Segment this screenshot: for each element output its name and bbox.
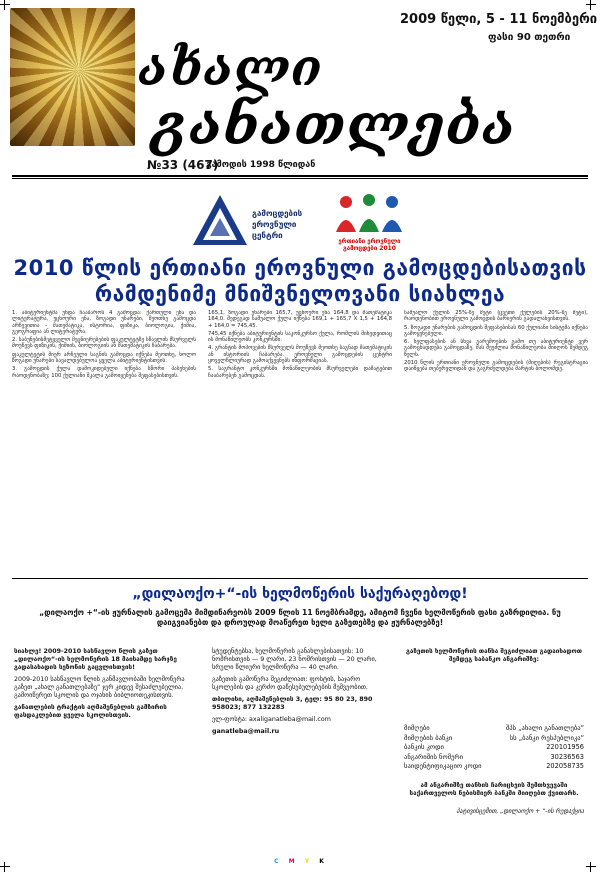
box-paragraph: გაზეთის გამოწერა შეგიძლიათ: ფოსტის, საჯარო სკოლების და კერძო დაწესებულებების მეშვეობით. <box>212 676 368 691</box>
bank-details <box>404 724 584 772</box>
box-address: თბილისი, აღმაშენებლის 3, ტელ: 95 80 23, 890 958023; 877 132283 <box>212 696 373 711</box>
crop-mark-top-right <box>586 0 596 10</box>
published-since: გამოდის 1998 წლიდან <box>206 160 316 170</box>
cmyk-k: K <box>319 858 326 865</box>
article-paragraph: 1. აბიტურიენტმა უნდა ჩააბაროს 4 გამოცდა: ქართული ენა და ლიტერატურა, უცხოური ენა, ზოგადი უნარები, მეოთხე გამოცდა არჩევითია - მათემატიკა, ისტორია, ფიზიკა, ბიოლოგია, ქიმია, გეოგრაფია ან ლიტერატურა. <box>12 310 196 335</box>
article-paragraph: 3. გამოცდის ქულა დამოკიდებული იქნება სწორი პასუხების რაოდენობაზე; 100 ქულიანი შკალა გამოიყენება შეფასებისთვის. <box>12 366 196 379</box>
article-column-3 <box>404 310 588 570</box>
bank-row: მიმღები შპს „ახალი განათლება“ <box>404 724 584 732</box>
bank-row: საიდენტიფიკაციო კოდი 202058735 <box>404 762 584 771</box>
article-column-2 <box>208 310 392 570</box>
article-paragraph: 5. საგრანტო კონკურსში მონაწილეობის მსურველები დამატებით ჩააბარებენ გამოცდას. <box>208 366 392 379</box>
naec-logo-icon <box>190 192 250 248</box>
exams-2010-logo-icon <box>332 192 406 238</box>
article-paragraph: 2. საბუნებისმეტყველო მეცნიერებების ფაკულტეტზე სწავლის მსურველს მოუწევს ფიზიკის, ქიმიის, ბიოლოგიის ან მათემატიკის ჩაბარება. <box>12 337 196 350</box>
article-paragraph: 745,45 იქნება აბიტურიენტის საკონკურსო ქულა, რომლის მიხედვითაც ის მონაწილეობს კონკურსში. <box>208 330 392 344</box>
cmyk-y: Y <box>304 858 312 865</box>
naec-logo-text: გამოცდების ეროვნული ცენტრი <box>252 209 303 240</box>
main-headline-line2: რამდენიმე მნიშვნელოვანი სიახლეა <box>94 282 506 306</box>
subscription-intro: „დილაოქო +“-ის ჟურნალის გამოცემა მიმდინარეობს 2009 წლის 11 ნოემბრამდე, ამიტომ ჩვენი ხელმოწერის ფასი გაზრდილია. ნუ დაიგვიანებთ და დროულად მოაწერეთ ხელი გაზეთებზე და ჟურნალებზე! <box>39 608 561 627</box>
section-divider <box>12 578 588 579</box>
box-email[interactable]: ელ-ფოსტა: axaliganatleba@mail.com <box>212 716 331 723</box>
masthead-title-line1: ახალი <box>138 38 323 97</box>
article-column-1 <box>12 310 196 570</box>
article-paragraph: 6. ხელფასების ან სხვა გარემოების გამო თუ აბიტურიენტი ვერ გამოცხადდება გამოცდაზე, მას შეუძლია მონაწილეობა მიიღოს შემდეგ წელს. <box>404 339 588 358</box>
bank-row: მიმღების ბანკი სს „ბანკი რესპუბლიკა“ <box>404 733 584 742</box>
masthead-title-line2: განათლება <box>152 92 517 158</box>
box-paragraph: სიახლე! 2009-2010 სასწავლო წლის გაზეთ „დილაოქო“-ის ხელმოწერის 18 მაისამდე ხარჯზე გადასახადის სეზონის გაცვლისთვის! <box>14 648 177 671</box>
masthead-gold-emblem <box>10 8 135 146</box>
issue-price: ფასი 90 თეთრი <box>488 32 571 43</box>
box-email-footer[interactable]: ganatleba@mail.ru <box>212 728 280 735</box>
article-paragraph: ფაკულტეტის მიერ არჩეული საგნის გამოცდა იქნება მეოთხე, ხოლო ზოგადი უნარები სავალდებულოა ყველა აბიტურიენტისთვის. <box>12 351 196 365</box>
bank-row: ანგარიშის ნომერი 30236563 <box>404 752 584 761</box>
exams-2010-caption: ერთიანი ეროვნული გამოცდები 2010 <box>338 238 401 252</box>
bank-footer-note: ამ ანგარიშზე თანხის ჩარიცხვის შემთხვევაში საქართველოს ნებისმიერ ბანკში მიიღებთ ქვითარს. <box>409 782 579 797</box>
article-paragraph: 4. გრანტის მოპოვების მსურველს მოუწევს მეოთხე საგნად მათემატიკის ან ისტორიის ჩაბარება. ეროვნული გამოცდების ცენტრი ყოველწლიურად გამოაქვეყნებს ინფორმაციას. <box>208 345 392 365</box>
bank-row: ბანკის კოდი 220101956 <box>404 743 584 752</box>
cmyk-m: M <box>288 858 297 865</box>
issue-date: 2009 წელი, 5 - 11 ნოემბერი <box>400 12 598 27</box>
article-paragraph: 5. ზოგადი უნარების გამოცდის შეფასებისას 60 ქულიანი სისტემა იქნება გამოყენებული. <box>404 324 588 337</box>
subscription-box-left <box>14 648 194 724</box>
cmyk-c: C <box>274 858 281 865</box>
box-paragraph: 2009-2010 სასწავლო წლის განმავლობაში ხელმოწერა გაზეთ „ახალ განათლებაზე“ ჯერ კიდევ შესაძლებელია. გამოიწერეთ სკოლის და ოჯახის ბიბლიოთეკისთვის. <box>14 676 185 699</box>
article-paragraph: საშუალო ქულის 25%-ზე მეტი (ცვეთი ქულების 20%-ზე მეტი), რაოდენობით ეროვნული გამოცდის ბარიერის გადალახვისთვის. <box>404 310 588 323</box>
crop-mark-top-left <box>0 0 10 10</box>
masthead-rule-thin <box>12 178 588 179</box>
box-paragraph: სტუდენტებსა, ხელმოწერის განახლებისათვის: 10 ნომრისთვის — 9 ლარი, 23 ნომრისთვის — 20 ლარი, სრული წლიური ხელმოწერა — 40 ლარი. <box>212 648 377 671</box>
cmyk-registration <box>0 858 600 865</box>
article-paragraph: 2010 წლის ერთიანი ეროვნული გამოცდების (მიღების) რეგისტრაცია დაიწყება თებერვლიდან და გაგრძელდება მარტის ბოლომდე. <box>404 360 588 373</box>
bank-title: გაზეთის ხელმოწერის თანხა შეგიძლიათ გადაიხადოთ შემდეგ საბანკო ანგარიშზე: <box>405 648 583 663</box>
main-headline-line1: 2010 წლის ერთიანი ეროვნული გამოცდებისათვის <box>13 256 587 280</box>
subscription-headline: „დილაოქო+“-ის ხელმოწერის საქურაღებოდ! <box>132 586 468 602</box>
subscription-box-right-title <box>404 648 584 668</box>
issue-number: №33 (467) <box>147 158 219 172</box>
masthead-rule <box>12 175 588 177</box>
article-paragraph: 165,1, ზოგადი უნარები 165,7, უცხოური ენა 164,8 და მათემატიკა 164,0. შედეგად საშუალო ქულა იქნება 169,1 + 165,7 X 1,5 + 164,8 + 164,0 = 745,45. <box>208 310 392 329</box>
subscription-box-middle <box>212 648 392 740</box>
editorial-signature: პატივისცემით, „დილაოქო + “-ის რედაქცია <box>456 808 584 815</box>
box-paragraph: განათლების ტრაქტის აღმაშენებლის გამზირის ფასდაკლებით ყველა სკოლისთვის. <box>14 704 167 719</box>
